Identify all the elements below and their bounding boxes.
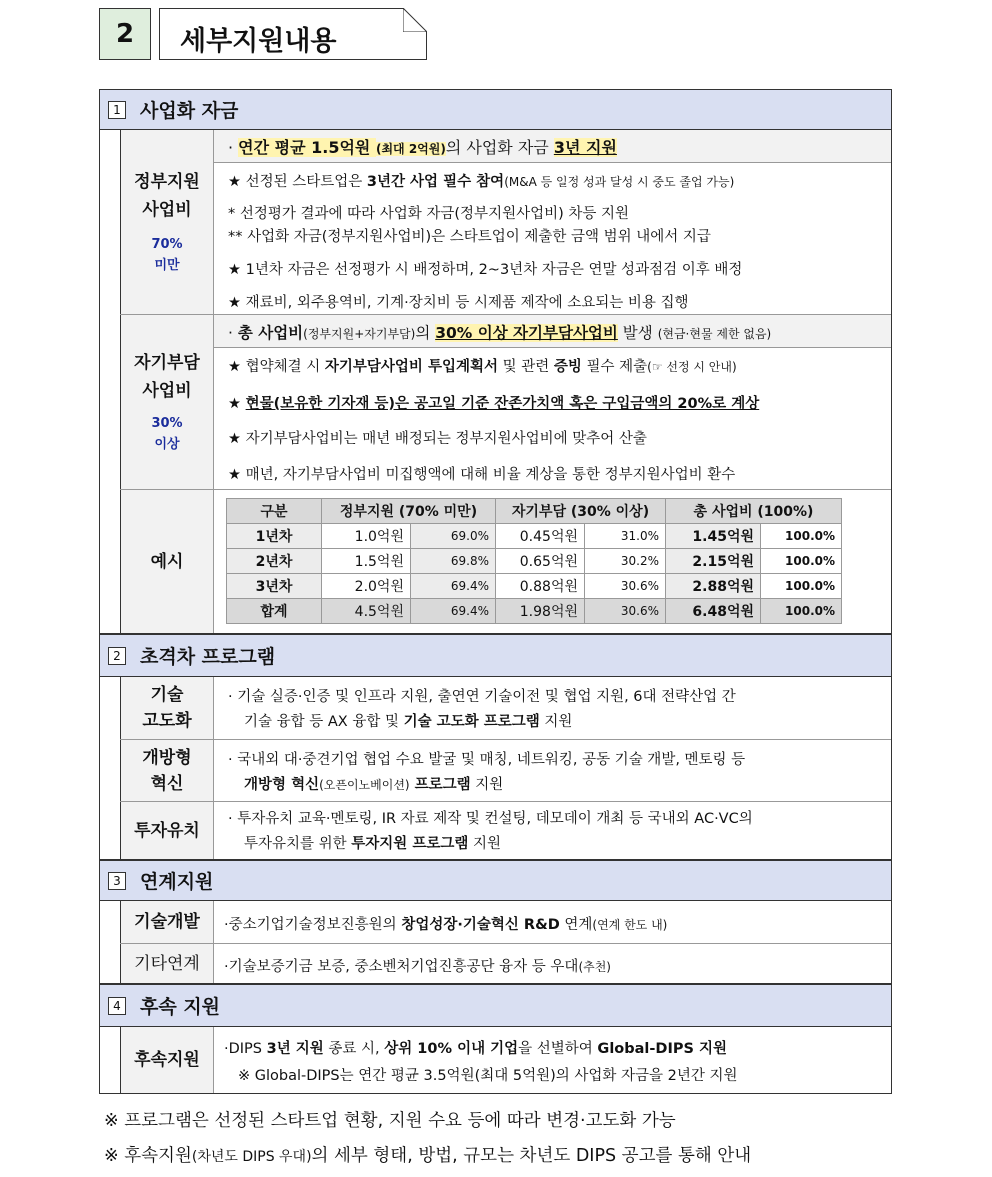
cell: 6.48억원 xyxy=(666,599,761,624)
text: 지원 xyxy=(539,714,573,730)
column-header: 구분 xyxy=(227,499,322,524)
self-funding-label xyxy=(120,315,214,489)
cell: 0.45억원 xyxy=(496,524,585,549)
cell: 100.0% xyxy=(761,524,842,549)
text: 지원 xyxy=(470,777,504,793)
footnote: ※ 프로그램은 선정된 스타트업 현황, 지원 수요 등에 따라 변경·고도화 가능 xyxy=(104,1111,676,1131)
text: 필수 제출 xyxy=(581,359,648,375)
section-bar-title: 후속 지원 xyxy=(140,996,221,1018)
text: 프로그램 xyxy=(409,777,471,793)
row-header: 3년차 xyxy=(227,574,322,599)
highlight: 30% 이상 자기부담사업비 xyxy=(435,324,618,342)
example-row xyxy=(120,489,891,633)
self-funding-content xyxy=(214,315,891,489)
content-line xyxy=(224,913,883,934)
section-follow-up-support xyxy=(99,984,892,1094)
text: ·중소기업기술정보진흥원의 xyxy=(224,917,402,933)
section-commercialization-funds xyxy=(99,89,892,634)
note: (추천) xyxy=(578,960,611,974)
label-line: 사업비 xyxy=(142,381,192,401)
section-bar xyxy=(100,985,891,1027)
open-innovation-label xyxy=(120,740,214,801)
text: 지원 xyxy=(468,836,502,852)
gov-summary-line xyxy=(228,135,883,158)
text: 증빙 xyxy=(553,359,582,375)
content-line: ※ Global-DIPS는 연간 평균 3.5억원(최대 5억원)의 사업화 자금을 2년간 지원 xyxy=(238,1068,738,1084)
text: 투자유치를 위한 xyxy=(244,836,352,852)
section-bar-title: 사업화 자금 xyxy=(140,100,239,122)
investment-content xyxy=(214,802,891,859)
example-table xyxy=(226,498,842,624)
note: (차년도 DIPS 우대) xyxy=(191,1149,312,1165)
self-line-2 xyxy=(228,355,883,376)
footnote xyxy=(104,1142,751,1167)
table-row xyxy=(227,574,842,599)
cell: 1.0억원 xyxy=(322,524,411,549)
label-line: 사업비 xyxy=(142,200,192,220)
content-line xyxy=(224,955,883,976)
gov-line-4: ** 사업화 자금(정부지원사업비)은 스타트업이 제출한 금액 범위 내에서 지급 xyxy=(228,229,711,245)
column-header: 총 사업비 (100%) xyxy=(666,499,842,524)
text: 의 사업화 자금 xyxy=(445,138,554,157)
bullet: · xyxy=(228,138,239,157)
cell: 69.8% xyxy=(411,549,496,574)
label-line: 정부지원 xyxy=(134,172,200,192)
section-index: 4 xyxy=(108,997,126,1015)
investment-label xyxy=(120,802,214,859)
example-label xyxy=(120,490,214,633)
gov-line-6: ★ 재료비, 외주용역비, 기계·장치비 등 시제품 제작에 소요되는 비용 집행 xyxy=(228,295,689,311)
text: ·기술보증기금 보증, 중소벤처기업진흥공단 융자 등 우대 xyxy=(224,959,579,975)
example-content xyxy=(214,490,891,633)
content-line: · 국내외 대·중견기업 협업 수요 발굴 및 매칭, 네트워킹, 공동 기술 개발, 멘토링 등 xyxy=(228,752,746,768)
text: 을 선별하여 xyxy=(518,1041,598,1057)
section-linked-support xyxy=(99,860,892,984)
note: (연계 한도 내) xyxy=(592,918,668,932)
gov-support-content xyxy=(214,130,891,314)
row-header: 1년차 xyxy=(227,524,322,549)
row-header: 합계 xyxy=(227,599,322,624)
note: (M&A 등 일정 성과 달성 시 중도 졸업 가능) xyxy=(504,175,735,189)
text: 의 세부 형태, 방법, 규모는 차년도 DIPS 공고를 통해 안내 xyxy=(311,1146,752,1166)
note: (☞ 선정 시 안내) xyxy=(647,360,737,374)
table-row xyxy=(227,524,842,549)
self-line-4: ★ 자기부담사업비는 매년 배정되는 정부지원사업비에 맞추어 산출 xyxy=(228,431,647,447)
highlight: 3년 지원 xyxy=(553,138,617,157)
label-line: 예시 xyxy=(150,551,184,572)
self-line-3 xyxy=(228,392,883,413)
section-number: 2 xyxy=(99,8,151,60)
open-innovation-row xyxy=(120,739,891,801)
content-line xyxy=(244,710,883,731)
note: (정부지원+자기부담) xyxy=(303,327,416,341)
folded-corner-icon xyxy=(403,8,427,32)
text: 발생 xyxy=(617,324,658,342)
cell: 4.5억원 xyxy=(322,599,411,624)
cell: 31.0% xyxy=(585,524,666,549)
text: 현물(보유한 기자재 등)은 공고일 기준 잔존가치액 혹은 구입금액의 20%로 계상 xyxy=(245,396,760,412)
label-line: 고도화 xyxy=(142,711,192,731)
section-bar-title: 초격차 프로그램 xyxy=(140,646,276,668)
section-index: 1 xyxy=(108,101,126,119)
self-funding-row xyxy=(120,314,891,489)
cell: 1.5억원 xyxy=(322,549,411,574)
rnd-link-row xyxy=(120,901,891,943)
text: 3년간 사업 필수 참여 xyxy=(366,174,505,190)
other-link-row xyxy=(120,943,891,983)
text: 기술 융합 등 AX 융합 및 xyxy=(244,714,404,730)
tech-advancement-content xyxy=(214,677,891,739)
text: Global-DIPS 지원 xyxy=(597,1041,727,1057)
bullet: · xyxy=(228,324,238,342)
text: 투자지원 프로그램 xyxy=(351,836,469,852)
cell: 0.88억원 xyxy=(496,574,585,599)
self-summary-line xyxy=(228,321,883,343)
follow-up-label: 후속지원 xyxy=(120,1027,214,1093)
gov-support-row xyxy=(120,130,891,314)
row-header: 2년차 xyxy=(227,549,322,574)
label-line: 혁신 xyxy=(150,773,184,794)
section-title-box xyxy=(159,8,427,60)
self-line-5: ★ 매년, 자기부담사업비 미집행액에 대해 비율 계상을 통한 정부지원사업비 환수 xyxy=(228,467,736,483)
content-line xyxy=(244,773,883,794)
percent-label: 미만 xyxy=(154,258,180,273)
table-total-row xyxy=(227,599,842,624)
text: 선정된 스타트업은 xyxy=(245,174,367,190)
gov-support-label xyxy=(120,130,214,314)
cell: 2.88억원 xyxy=(666,574,761,599)
cell: 2.0억원 xyxy=(322,574,411,599)
percent-label: 30% xyxy=(151,416,183,431)
text: 총 사업비 xyxy=(237,324,304,342)
text: 상위 10% 이내 기업 xyxy=(384,1041,519,1057)
rnd-link-label: 기술개발 xyxy=(120,901,214,943)
star-icon: ★ xyxy=(228,396,246,412)
follow-up-content xyxy=(214,1027,891,1093)
other-link-content xyxy=(214,944,891,983)
cell: 100.0% xyxy=(761,599,842,624)
note: (오픈이노베이션) xyxy=(319,778,410,792)
tech-advancement-label xyxy=(120,677,214,739)
highlight: 연간 평균 1.5억원 xyxy=(238,138,376,157)
gov-line-5: ★ 1년차 자금은 선정평가 시 배정하며, 2~3년차 자금은 연말 성과점검 이후 배정 xyxy=(228,262,743,278)
text: 기술 고도화 프로그램 xyxy=(403,714,540,730)
cell: 100.0% xyxy=(761,549,842,574)
section-super-gap-program xyxy=(99,634,892,860)
follow-up-row xyxy=(120,1027,891,1093)
gov-line-3: * 선정평가 결과에 따라 사업화 자금(정부지원사업비) 차등 지원 xyxy=(228,206,630,222)
gov-line-2 xyxy=(228,170,883,191)
column-header: 정부지원 (70% 미만) xyxy=(322,499,496,524)
note: (최대 2억원) xyxy=(375,142,446,156)
cell: 2.15억원 xyxy=(666,549,761,574)
cell: 100.0% xyxy=(761,574,842,599)
text: 창업성장·기술혁신 R&D xyxy=(401,917,560,933)
other-link-label: 기타연계 xyxy=(120,944,214,983)
text: ·DIPS xyxy=(224,1041,267,1057)
text: 3년 지원 xyxy=(266,1041,324,1057)
section-bar xyxy=(100,90,891,130)
cell: 69.0% xyxy=(411,524,496,549)
open-innovation-content xyxy=(214,740,891,801)
label-line: 투자유치 xyxy=(134,820,200,841)
text: 의 xyxy=(415,324,436,342)
text: 종료 시, xyxy=(323,1041,385,1057)
content-line xyxy=(224,1037,883,1058)
cell: 30.2% xyxy=(585,549,666,574)
tech-advancement-row xyxy=(120,677,891,739)
cell: 0.65억원 xyxy=(496,549,585,574)
section-index: 3 xyxy=(108,872,126,890)
label-line: 기술 xyxy=(150,685,184,705)
table-row xyxy=(227,549,842,574)
cell: 1.98억원 xyxy=(496,599,585,624)
note: (현금·현물 제한 없음) xyxy=(657,327,772,341)
label-line: 자기부담 xyxy=(134,353,200,373)
text: ★ 협약체결 시 xyxy=(228,359,325,375)
section-title: 세부지원내용 xyxy=(180,26,337,57)
section-bar xyxy=(100,635,891,677)
text: 개방형 혁신 xyxy=(244,777,320,793)
section-bar xyxy=(100,861,891,901)
text: 연계 xyxy=(559,917,593,933)
cell: 1.45억원 xyxy=(666,524,761,549)
section-bar-title: 연계지원 xyxy=(140,871,214,893)
content-line xyxy=(244,832,883,853)
percent-label: 이상 xyxy=(154,437,180,452)
percent-label: 70% xyxy=(151,237,183,252)
label-line: 개방형 xyxy=(142,747,192,768)
investment-row xyxy=(120,801,891,859)
star-icon: ★ xyxy=(228,174,246,190)
cell: 30.6% xyxy=(585,574,666,599)
text: 자기부담사업비 투입계획서 xyxy=(324,359,499,375)
cell: 69.4% xyxy=(411,599,496,624)
column-header: 자기부담 (30% 이상) xyxy=(496,499,666,524)
cell: 69.4% xyxy=(411,574,496,599)
content-line: · 투자유치 교육·멘토링, IR 자료 제작 및 컨설팅, 데모데이 개최 등 국내외 AC·VC의 xyxy=(228,811,753,827)
table-header-row xyxy=(227,499,842,524)
content-line: · 기술 실증·인증 및 인프라 지원, 출연연 기술이전 및 협업 지원, 6대 전략산업 간 xyxy=(228,689,736,705)
text: 및 관련 xyxy=(498,359,554,375)
cell: 30.6% xyxy=(585,599,666,624)
rnd-link-content xyxy=(214,901,891,943)
section-index: 2 xyxy=(108,647,126,665)
text: ※ 후속지원 xyxy=(104,1146,192,1166)
